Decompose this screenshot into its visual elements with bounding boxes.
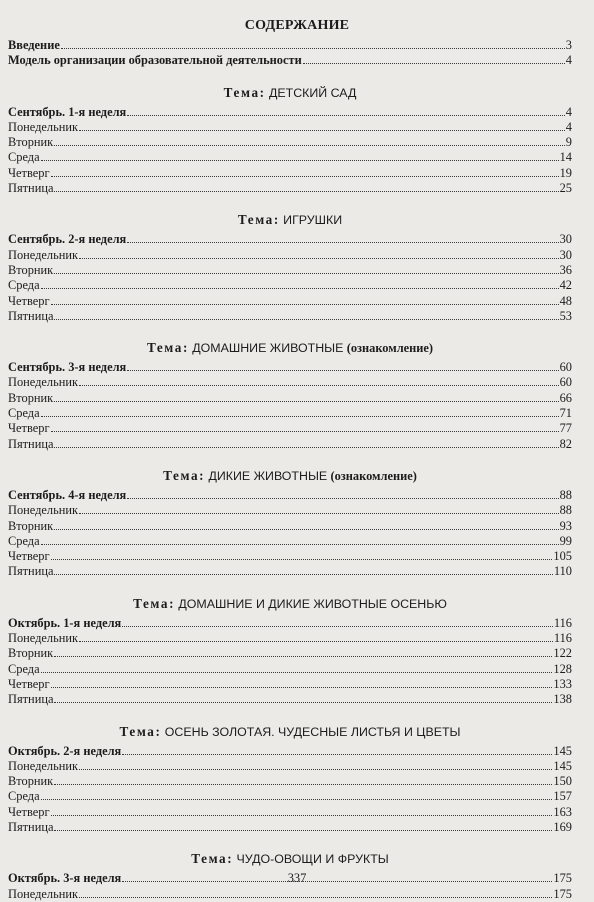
dot-leader bbox=[54, 830, 552, 831]
theme-prefix: Тема: bbox=[133, 595, 176, 611]
dot-leader bbox=[127, 115, 565, 116]
toc-entry-page: 14 bbox=[559, 150, 572, 165]
theme-heading bbox=[8, 338, 572, 357]
toc-entry-day bbox=[8, 820, 572, 835]
dot-leader bbox=[51, 559, 553, 560]
toc-entry-label: Пятница bbox=[8, 181, 54, 196]
theme-section bbox=[8, 83, 572, 197]
toc-entry-page: 145 bbox=[553, 758, 572, 773]
toc-entry-day bbox=[8, 135, 572, 150]
dot-leader bbox=[51, 304, 559, 305]
toc-entry-day bbox=[8, 150, 572, 165]
toc-entry-day bbox=[8, 437, 572, 452]
toc-entry-day bbox=[8, 406, 572, 421]
toc-entry-label: Четверг bbox=[8, 421, 50, 436]
toc-entry-day bbox=[8, 181, 572, 196]
toc-entry-page: 157 bbox=[553, 789, 572, 804]
theme-name: ДЕТСКИЙ САД bbox=[268, 85, 357, 100]
theme-name: ЧУДО-ОВОЩИ И ФРУКТЫ bbox=[236, 852, 389, 867]
dot-leader bbox=[303, 63, 565, 64]
toc-entry-page: 3 bbox=[565, 38, 572, 52]
toc-entry-label: Среда bbox=[8, 789, 40, 804]
toc-entry-week bbox=[8, 744, 572, 759]
toc-entry-label: Понедельник bbox=[8, 631, 79, 646]
toc-entry-page: 105 bbox=[553, 549, 572, 564]
theme-prefix: Тема: bbox=[146, 340, 189, 356]
toc-entry-day bbox=[8, 631, 572, 646]
dot-leader bbox=[54, 529, 558, 530]
toc-entry-day bbox=[8, 549, 572, 564]
dot-leader bbox=[41, 416, 559, 417]
toc-entry-page: 60 bbox=[559, 360, 572, 375]
theme-heading bbox=[8, 594, 572, 613]
toc-entry-page: 110 bbox=[553, 564, 572, 579]
toc-entry-page: 99 bbox=[559, 533, 572, 548]
toc-entry-label: Среда bbox=[8, 533, 40, 548]
dot-leader bbox=[122, 626, 553, 627]
theme-name: ДОМАШНИЕ ЖИВОТНЫЕ bbox=[192, 341, 344, 356]
theme-name: ОСЕНЬ ЗОЛОТАЯ. ЧУДЕСНЫЕ ЛИСТЬЯ И ЦВЕТЫ bbox=[164, 724, 461, 739]
toc-entry-label: Среда bbox=[8, 278, 40, 293]
toc-entry-page: 42 bbox=[559, 278, 572, 293]
toc-entry-page: 169 bbox=[553, 819, 572, 834]
toc-entry-label: Вторник bbox=[8, 518, 54, 533]
toc-entry-week bbox=[8, 105, 572, 120]
dot-leader bbox=[79, 130, 565, 131]
dot-leader bbox=[79, 897, 552, 898]
toc-entry-page: 4 bbox=[565, 53, 572, 68]
dot-leader bbox=[54, 702, 552, 703]
toc-entry-day bbox=[8, 278, 572, 293]
theme-section bbox=[8, 722, 572, 836]
toc-entry-day bbox=[8, 789, 572, 804]
toc-entry-label: Среда bbox=[8, 661, 40, 676]
theme-name: ДОМАШНИЕ И ДИКИЕ ЖИВОТНЫЕ ОСЕНЬЮ bbox=[178, 596, 447, 611]
dot-leader bbox=[41, 288, 559, 289]
theme-note: (ознакомление) bbox=[330, 468, 417, 483]
toc-entry-page: 4 bbox=[565, 119, 572, 134]
toc-entry-model bbox=[8, 53, 572, 68]
toc-entry-page: 30 bbox=[559, 232, 572, 247]
toc-entry-label: Октябрь. 3-я неделя bbox=[8, 871, 122, 886]
dot-leader bbox=[54, 656, 552, 657]
toc-entry-label: Понедельник bbox=[8, 758, 79, 773]
toc-entry-page: 36 bbox=[559, 262, 572, 277]
dot-leader bbox=[79, 769, 552, 770]
dot-leader bbox=[127, 498, 558, 499]
theme-heading bbox=[8, 83, 572, 102]
toc-entry-introduction bbox=[8, 38, 572, 53]
toc-entry-label: Понедельник bbox=[8, 886, 79, 901]
page-number: 337 bbox=[287, 871, 307, 885]
theme-section bbox=[8, 594, 572, 708]
intro-entries bbox=[8, 38, 572, 69]
toc-entry-label: Четверг bbox=[8, 804, 50, 819]
toc-entry-label: Среда bbox=[8, 150, 40, 165]
toc-entry-label: Понедельник bbox=[8, 119, 79, 134]
dot-leader bbox=[41, 672, 553, 673]
toc-entry-page: 128 bbox=[553, 661, 572, 676]
toc-entry-day bbox=[8, 774, 572, 789]
toc-entry-day bbox=[8, 294, 572, 309]
toc-entry-day bbox=[8, 503, 572, 518]
toc-entry-day bbox=[8, 421, 572, 436]
toc-entry-day bbox=[8, 805, 572, 820]
toc-entry-day bbox=[8, 248, 572, 263]
toc-entry-week bbox=[8, 360, 572, 375]
theme-note: (ознакомление) bbox=[346, 341, 434, 356]
toc-entry-day bbox=[8, 534, 572, 549]
dot-leader bbox=[54, 784, 552, 785]
dot-leader bbox=[54, 574, 552, 575]
toc-entry-page: 30 bbox=[559, 247, 572, 262]
toc-entry-week bbox=[8, 232, 572, 247]
toc-entry-day bbox=[8, 309, 572, 324]
toc-entry-label: Введение bbox=[8, 38, 60, 52]
dot-leader bbox=[79, 513, 559, 514]
toc-entry-page: 66 bbox=[559, 390, 572, 405]
toc-entry-week bbox=[8, 488, 572, 503]
toc-entry-page: 145 bbox=[553, 743, 572, 758]
toc-entry-day bbox=[8, 677, 572, 692]
toc-entry-label: Понедельник bbox=[8, 247, 79, 262]
theme-section bbox=[8, 210, 572, 324]
toc-entry-label: Понедельник bbox=[8, 375, 79, 390]
toc-entry-day bbox=[8, 375, 572, 390]
theme-prefix: Тема: bbox=[237, 212, 280, 228]
toc-entry-page: 25 bbox=[559, 181, 572, 196]
toc-entry-page: 48 bbox=[559, 293, 572, 308]
toc-entry-page: 122 bbox=[553, 646, 572, 661]
dot-leader bbox=[51, 431, 559, 432]
toc-entry-label: Вторник bbox=[8, 135, 54, 150]
toc-entry-page: 19 bbox=[559, 165, 572, 180]
theme-prefix: Тема: bbox=[191, 851, 234, 867]
theme-section bbox=[8, 466, 572, 580]
toc-entry-page: 116 bbox=[553, 631, 572, 646]
toc-entry-day bbox=[8, 166, 572, 181]
toc-title: СОДЕРЖАНИЕ bbox=[244, 18, 350, 33]
theme-name: ДИКИЕ ЖИВОТНЫЕ bbox=[208, 468, 328, 483]
toc-entry-page: 133 bbox=[553, 676, 572, 691]
toc-entry-label: Вторник bbox=[8, 390, 54, 405]
toc-entry-page: 175 bbox=[553, 871, 572, 886]
toc-entry-label: Вторник bbox=[8, 774, 54, 789]
toc-entry-day bbox=[8, 646, 572, 661]
toc-entry-day bbox=[8, 519, 572, 534]
toc-entry-page: 4 bbox=[565, 104, 572, 119]
dot-leader bbox=[54, 447, 558, 448]
toc-entry-day bbox=[8, 120, 572, 135]
toc-entry-label: Сентябрь. 2-я неделя bbox=[8, 232, 127, 247]
dot-leader bbox=[61, 48, 565, 49]
toc-entry-page: 9 bbox=[565, 135, 572, 150]
theme-section bbox=[8, 338, 572, 452]
toc-entry-label: Четверг bbox=[8, 293, 50, 308]
dot-leader bbox=[79, 385, 559, 386]
toc-entry-week bbox=[8, 616, 572, 631]
toc-entry-day bbox=[8, 263, 572, 278]
toc-entry-page: 60 bbox=[559, 375, 572, 390]
toc-entry-page: 163 bbox=[553, 804, 572, 819]
toc-entry-page: 93 bbox=[559, 518, 572, 533]
dot-leader bbox=[79, 258, 559, 259]
toc-entry-page: 88 bbox=[559, 503, 572, 518]
dot-leader bbox=[127, 370, 558, 371]
toc-entry-label: Пятница bbox=[8, 436, 54, 451]
toc-entry-label: Четверг bbox=[8, 165, 50, 180]
theme-heading bbox=[8, 849, 572, 868]
toc-entry-day bbox=[8, 759, 572, 774]
theme-heading bbox=[8, 722, 572, 741]
theme-heading bbox=[8, 466, 572, 485]
toc-entry-label: Понедельник bbox=[8, 503, 79, 518]
toc-entry-label: Вторник bbox=[8, 262, 54, 277]
theme-name: ИГРУШКИ bbox=[283, 213, 343, 228]
toc-entry-page: 53 bbox=[559, 308, 572, 323]
toc-entry-page: 88 bbox=[559, 487, 572, 502]
toc-entry-label: Сентябрь. 1-я неделя bbox=[8, 104, 127, 119]
toc-entry-page: 150 bbox=[553, 774, 572, 789]
toc-entry-page: 71 bbox=[559, 406, 572, 421]
dot-leader bbox=[54, 273, 558, 274]
dot-leader bbox=[51, 687, 553, 688]
toc-entry-page: 138 bbox=[553, 692, 572, 707]
dot-leader bbox=[51, 176, 559, 177]
toc-entry-label: Среда bbox=[8, 406, 40, 421]
toc-entry-label: Пятница bbox=[8, 692, 54, 707]
toc-entry-label: Сентябрь. 3-я неделя bbox=[8, 360, 127, 375]
toc-entry-label: Сентябрь. 4-я неделя bbox=[8, 487, 127, 502]
dot-leader bbox=[51, 815, 553, 816]
dot-leader bbox=[54, 319, 558, 320]
toc-entry-label: Пятница bbox=[8, 819, 54, 834]
dot-leader bbox=[41, 799, 553, 800]
dot-leader bbox=[122, 754, 552, 755]
dot-leader bbox=[54, 191, 558, 192]
theme-prefix: Тема: bbox=[119, 723, 162, 739]
theme-sections bbox=[8, 83, 572, 902]
toc-entry-label: Четверг bbox=[8, 676, 50, 691]
table-of-contents bbox=[8, 38, 572, 902]
dot-leader bbox=[79, 641, 553, 642]
theme-prefix: Тема: bbox=[163, 467, 206, 483]
toc-entry-label: Пятница bbox=[8, 564, 54, 579]
toc-entry-page: 82 bbox=[559, 436, 572, 451]
theme-prefix: Тема: bbox=[223, 84, 266, 100]
toc-entry-page: 116 bbox=[553, 615, 572, 630]
toc-entry-label: Четверг bbox=[8, 549, 50, 564]
toc-entry-day bbox=[8, 662, 572, 677]
dot-leader bbox=[54, 145, 565, 146]
toc-entry-label: Пятница bbox=[8, 308, 54, 323]
dot-leader bbox=[41, 160, 559, 161]
dot-leader bbox=[41, 544, 559, 545]
theme-heading bbox=[8, 210, 572, 229]
toc-entry-page: 175 bbox=[553, 886, 572, 901]
toc-entry-page: 77 bbox=[559, 421, 572, 436]
toc-entry-day bbox=[8, 692, 572, 707]
toc-entry-label: Октябрь. 1-я неделя bbox=[8, 615, 122, 630]
toc-entry-label: Модель организации образовательной деятельности bbox=[8, 53, 302, 68]
dot-leader bbox=[127, 242, 558, 243]
dot-leader bbox=[54, 401, 558, 402]
toc-entry-day bbox=[8, 564, 572, 579]
toc-entry-label: Октябрь. 2-я неделя bbox=[8, 743, 122, 758]
toc-entry-day bbox=[8, 391, 572, 406]
toc-entry-label: Вторник bbox=[8, 646, 54, 661]
